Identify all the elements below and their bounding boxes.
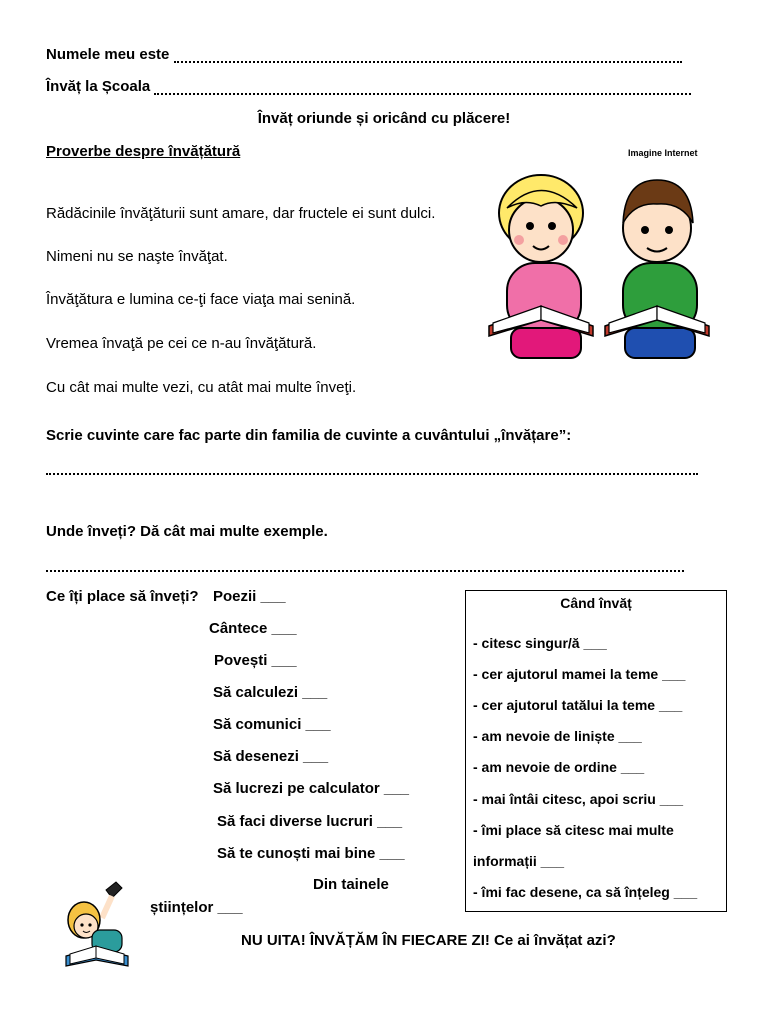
likes-question-label: Ce îți place să înveți? xyxy=(46,588,199,605)
motto: Învăț oriunde și oricând cu plăcere! xyxy=(257,110,511,127)
box-title: Când învăț xyxy=(560,595,632,611)
name-blank[interactable] xyxy=(174,49,682,63)
name-line xyxy=(46,46,682,63)
proverbs-title: Proverbe despre învățătură xyxy=(46,143,241,160)
school-line xyxy=(46,78,691,95)
box-item-4[interactable]: - am nevoie de liniște ___ xyxy=(473,728,642,744)
proverb-1: Rădăcinile învăţăturii sunt amare, dar fructele ei sunt dulci. xyxy=(46,205,436,222)
option-desenezi[interactable]: Să desenezi ___ xyxy=(213,748,329,765)
box-item-7-cont[interactable]: informații ___ xyxy=(473,853,565,869)
option-lucruri[interactable]: Să faci diverse lucruri ___ xyxy=(217,813,403,830)
girl-reading-illustration xyxy=(62,880,134,978)
option-calculezi[interactable]: Să calculezi ___ xyxy=(213,684,328,701)
school-blank[interactable] xyxy=(154,81,691,95)
option-comunici[interactable]: Să comunici ___ xyxy=(213,716,331,733)
option-cantece[interactable]: Cântece ___ xyxy=(209,620,297,637)
box-item-6[interactable]: - mai întâi citesc, apoi scriu ___ xyxy=(473,791,684,807)
when-i-learn-box xyxy=(465,590,727,912)
box-item-3[interactable]: - cer ajutorul tatălui la teme ___ xyxy=(473,697,683,713)
proverb-2: Nimeni nu se naşte învăţat. xyxy=(46,248,228,265)
box-item-1[interactable]: - citesc singur/ă ___ xyxy=(473,635,607,651)
proverb-5: Cu cât mai multe vezi, cu atât mai multe înveţi. xyxy=(46,379,357,396)
proverb-4: Vremea învaţă pe cei ce n-au învăţătură. xyxy=(46,335,317,352)
option-cunosti[interactable]: Să te cunoști mai bine ___ xyxy=(217,845,405,862)
option-poezii[interactable]: Poezii ___ xyxy=(213,588,286,605)
children-reading-illustration xyxy=(485,168,715,368)
option-calculator[interactable]: Să lucrezi pe calculator ___ xyxy=(213,780,409,797)
name-label: Numele meu este xyxy=(46,46,170,63)
box-item-7: - îmi place să citesc mai multe xyxy=(473,822,674,838)
box-item-5[interactable]: - am nevoie de ordine ___ xyxy=(473,759,645,775)
where-learn-answer-line[interactable] xyxy=(46,554,684,572)
proverb-3: Învăţătura e lumina ce-ţi face viaţa mai senină. xyxy=(46,291,356,308)
where-learn-question: Unde înveți? Dă cât mai multe exemple. xyxy=(46,523,328,540)
option-povesti[interactable]: Povești ___ xyxy=(214,652,297,669)
option-tainele: Din tainele xyxy=(313,876,389,893)
footer-reminder: NU UITA! ÎNVĂȚĂM ÎN FIECARE ZI! Ce ai învățat azi? xyxy=(241,932,616,949)
word-family-answer-line[interactable] xyxy=(46,457,698,475)
image-credit: Imagine Internet xyxy=(628,148,698,158)
option-stiintelor[interactable]: științelor ___ xyxy=(150,899,243,916)
box-item-2[interactable]: - cer ajutorul mamei la teme ___ xyxy=(473,666,686,682)
box-item-8[interactable]: - îmi fac desene, ca să înțeleg ___ xyxy=(473,884,698,900)
school-label: Învăț la Școala xyxy=(46,78,151,95)
word-family-question: Scrie cuvinte care fac parte din familia de cuvinte a cuvântului „învățare”: xyxy=(46,427,572,444)
